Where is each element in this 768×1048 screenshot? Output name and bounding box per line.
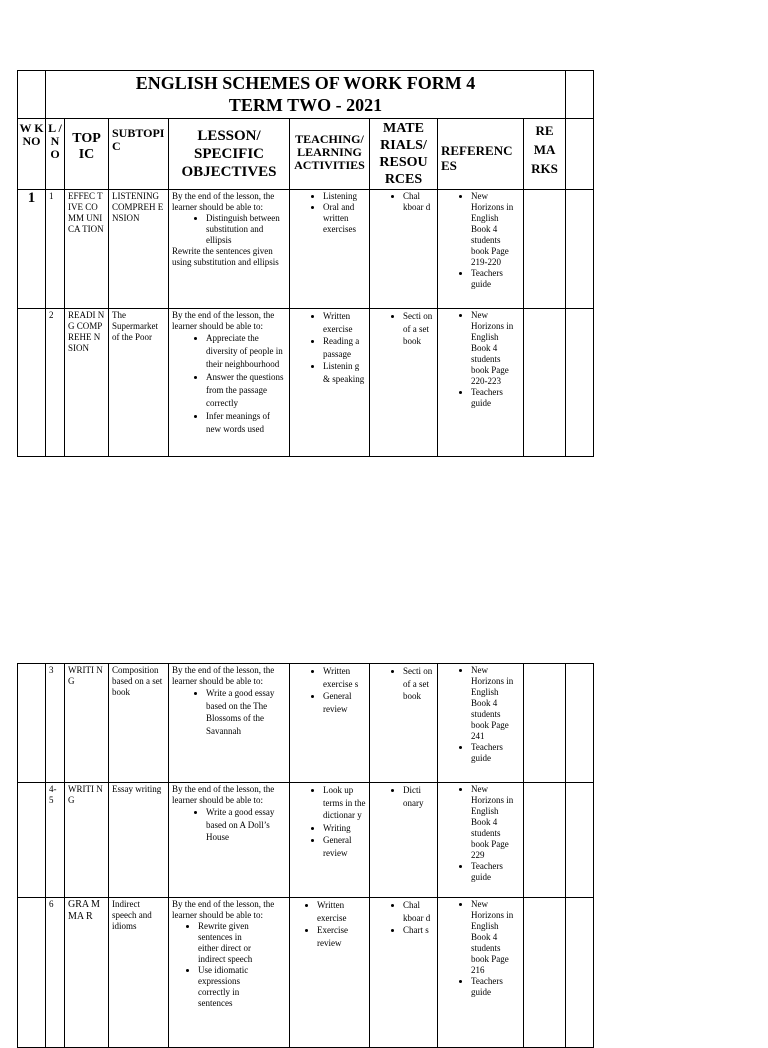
blank-header-cell-2	[566, 119, 594, 190]
material-item: • Secti on of a set book	[403, 310, 434, 348]
topic: GRA MMA R	[65, 898, 109, 1048]
materials	[370, 309, 438, 457]
activity-item: • Oral and written exercises	[323, 202, 366, 235]
header-materials: MATE RIALS/ RESOU RCES	[370, 119, 438, 190]
objective-item: • Appreciate the diversity of people in their neighbourhood	[206, 332, 286, 371]
material-item: • Chal kboar d	[403, 899, 434, 924]
topic: WRITI NG	[65, 783, 109, 898]
week-number-empty	[18, 783, 46, 898]
table-row	[18, 783, 594, 898]
lesson-no: 6	[46, 898, 65, 1048]
activities	[290, 898, 370, 1048]
week-number-empty	[18, 664, 46, 783]
objective-item: • Distinguish between substitution and ellipsis	[206, 213, 286, 246]
header-subtopic: SUBTOPI C	[109, 119, 169, 190]
subtopic: Essay writing	[109, 783, 169, 898]
table-row	[18, 898, 594, 1048]
title-line-2: TERM TWO - 2021	[228, 95, 383, 115]
week-number: 1	[18, 190, 46, 309]
reference-item: • New Horizons in English Book 4 students book Page 220-223	[471, 310, 520, 387]
remarks	[524, 664, 566, 783]
references	[438, 664, 524, 783]
activity-item: • Listenin g & speaking	[323, 360, 366, 385]
references	[438, 190, 524, 309]
reference-item: • Teachers guide	[471, 861, 520, 883]
lesson-no: 1	[46, 190, 65, 309]
materials	[370, 664, 438, 783]
objectives	[169, 898, 290, 1048]
activities	[290, 190, 370, 309]
subtopic: LISTENING COMPREH ENSION	[109, 190, 169, 309]
material-item: • Chal kboar d	[403, 191, 434, 213]
header-references: REFERENC ES	[438, 119, 524, 190]
activity-item: • Written exercise	[323, 310, 366, 335]
materials	[370, 190, 438, 309]
material-item: • Chart s	[403, 924, 434, 937]
objectives-intro: By the end of the lesson, the learner should be able to:	[172, 665, 275, 686]
header-lesson-no: L / N O	[46, 119, 65, 190]
table-row	[18, 664, 594, 783]
header-objectives: LESSON/ SPECIFIC OBJECTIVES	[169, 119, 290, 190]
subtopic: The Supermarket of the Poor	[109, 309, 169, 457]
objective-item: • Write a good essay based on A Doll’s House	[206, 806, 286, 844]
reference-item: • Teachers guide	[471, 742, 520, 764]
activity-item: • Writing	[323, 822, 366, 835]
reference-item: • New Horizons in English Book 4 students book Page 219-220	[471, 191, 520, 268]
objective-item: • Write a good essay based on the The Blossoms of the Savannah	[206, 687, 286, 737]
table-row	[18, 309, 594, 457]
header-week-no: W K NO	[18, 119, 46, 190]
blank-cell	[566, 898, 594, 1048]
objectives-intro: By the end of the lesson, the learner should be able to:	[172, 191, 275, 212]
reference-item: • Teachers guide	[471, 387, 520, 409]
activity-item: • Reading a passage	[323, 335, 366, 360]
references	[438, 898, 524, 1048]
lesson-no: 2	[46, 309, 65, 457]
objectives	[169, 190, 290, 309]
objectives-intro: By the end of the lesson, the learner should be able to:	[172, 899, 275, 920]
material-item: • Secti on of a set book	[403, 665, 434, 703]
objective-item: • Rewrite given sentences in either direct or indirect speech	[198, 921, 260, 965]
objective-item: • Use idiomatic expressions correctly in sentences	[198, 965, 260, 1009]
objectives-intro: By the end of the lesson, the learner should be able to:	[172, 310, 275, 331]
reference-item: • Teachers guide	[471, 268, 520, 290]
blank-cell	[566, 309, 594, 457]
blank-cell	[566, 783, 594, 898]
remarks	[524, 309, 566, 457]
materials	[370, 783, 438, 898]
objectives	[169, 783, 290, 898]
subtopic: Indirect speech and idioms	[109, 898, 169, 1048]
activity-item: • Written exercise	[317, 899, 366, 924]
materials	[370, 898, 438, 1048]
activity-item: • Exercise review	[317, 924, 366, 949]
week-number-empty	[18, 898, 46, 1048]
topic: EFFEC TIVE COMM UNICA TION	[65, 190, 109, 309]
remarks	[524, 190, 566, 309]
scheme-table-page-2	[17, 663, 594, 1048]
objective-item: • Answer the questions from the passage correctly	[206, 371, 286, 410]
objectives-intro: By the end of the lesson, the learner should be able to:	[172, 784, 275, 805]
document-title	[46, 71, 566, 119]
activity-item: • Listening	[323, 191, 366, 202]
objectives-after: Rewrite the sentences given using substitution and ellipsis	[172, 246, 279, 267]
table-row	[18, 190, 594, 309]
remarks	[524, 898, 566, 1048]
topic: READI NG COMP REHE NSION	[65, 309, 109, 457]
topic: WRITI NG	[65, 664, 109, 783]
subtopic: Composition based on a set book	[109, 664, 169, 783]
activities	[290, 664, 370, 783]
material-item: • Dicti onary	[403, 784, 434, 809]
objectives	[169, 309, 290, 457]
references	[438, 309, 524, 457]
reference-item: • New Horizons in English Book 4 students book Page 229	[471, 784, 520, 861]
reference-item: • New Horizons in English Book 4 students book Page 241	[471, 665, 520, 742]
week-number-empty	[18, 309, 46, 457]
reference-item: • New Horizons in English Book 4 students book Page 216	[471, 899, 520, 976]
lesson-no: 3	[46, 664, 65, 783]
blank-cell	[566, 664, 594, 783]
activity-item: • General review	[323, 834, 366, 859]
activity-item: • Look up terms in the dictionar y	[323, 784, 366, 822]
activities	[290, 309, 370, 457]
objectives	[169, 664, 290, 783]
corner-cell	[18, 71, 46, 119]
objective-item: • Infer meanings of new words used	[206, 410, 286, 436]
header-activities: TEACHING/ LEARNING ACTIVITIES	[290, 119, 370, 190]
activity-item: • General review	[323, 690, 366, 715]
scheme-table-page-1	[17, 70, 594, 457]
activity-item: • Written exercise s	[323, 665, 366, 690]
remarks	[524, 783, 566, 898]
lesson-no: 4- 5	[46, 783, 65, 898]
header-topic: TOP IC	[65, 119, 109, 190]
activities	[290, 783, 370, 898]
references	[438, 783, 524, 898]
header-remarks: RE MA RKS	[524, 119, 566, 190]
blank-header-cell	[566, 71, 594, 119]
blank-cell	[566, 190, 594, 309]
reference-item: • Teachers guide	[471, 976, 520, 998]
title-line-1: ENGLISH SCHEMES OF WORK FORM 4	[135, 73, 476, 93]
